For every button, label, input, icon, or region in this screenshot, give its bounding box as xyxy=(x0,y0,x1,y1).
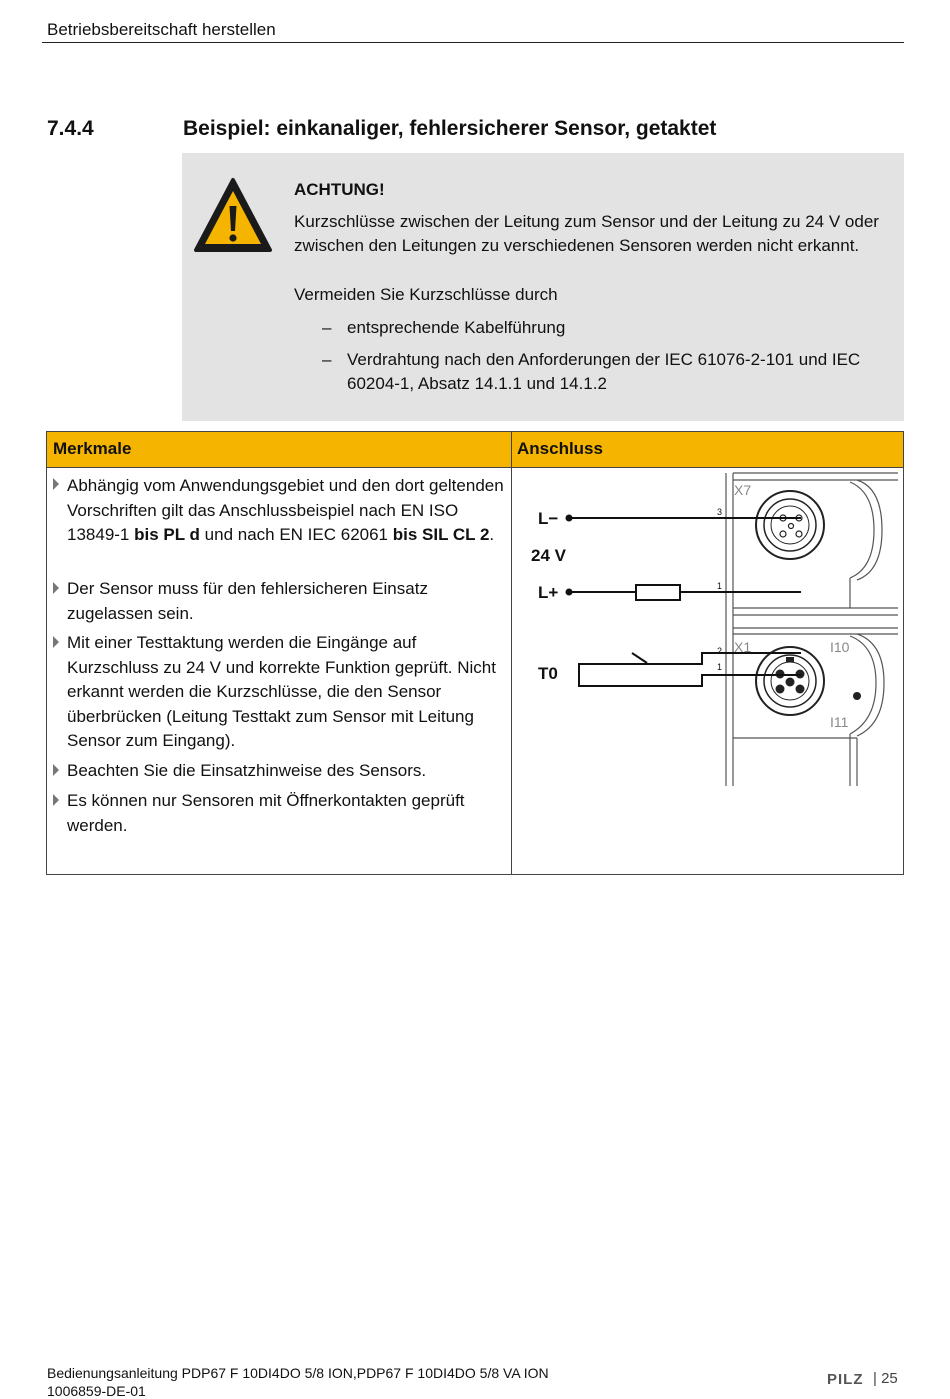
label-l-plus: L+ xyxy=(538,583,559,602)
page-number: | 25 xyxy=(873,1370,898,1387)
warning-triangle-icon xyxy=(193,176,273,256)
connection-diagram xyxy=(512,468,902,798)
connector-label-x7: X7 xyxy=(734,482,752,498)
input-label-i10: I10 xyxy=(830,639,850,655)
feature-item: Der Sensor muss für den fehlersicheren Einsatz zugelassen sein. xyxy=(67,579,428,623)
table-header-row xyxy=(46,431,904,468)
feature-item: Abhängig vom Anwendungsgebiet und den dort geltenden Vorschriften gilt das Anschlussbeispiel nach EN ISO 13849-1 bis PL d und nach EN IEC 62061 bis SIL CL 2. xyxy=(67,476,504,544)
connector-label-x1: X1 xyxy=(734,639,752,655)
pin-label: 3 xyxy=(717,507,723,517)
list-arrow-icon xyxy=(53,764,59,776)
dash-marker: – xyxy=(322,350,332,369)
brand-logo: PILZ xyxy=(827,1371,864,1388)
list-arrow-icon xyxy=(53,478,59,490)
pin-label: 2 xyxy=(717,646,723,656)
input-label-i11: I11 xyxy=(830,714,849,730)
column-header-merkmale: Merkmale xyxy=(53,439,132,458)
dash-marker: – xyxy=(322,318,332,337)
warning-text: Kurzschlüsse zwischen der Leitung zum Sensor und der Leitung zu 24 V oder zwischen den Leitungen zu verschiedenen Sensoren werden nicht erkannt. xyxy=(294,212,879,255)
warning-bullet: Verdrahtung nach den Anforderungen der IEC 61076-2-101 und IEC 60204-1, Absatz 14.1.1 und 14.1.2 xyxy=(347,350,861,393)
feature-item: Beachten Sie die Einsatzhinweise des Sensors. xyxy=(67,761,427,780)
section-number: 7.4.4 xyxy=(47,117,94,140)
label-l-minus: L− xyxy=(538,509,559,528)
column-header-anschluss: Anschluss xyxy=(517,439,603,458)
section-title: Beispiel: einkanaliger, fehlersicherer Sensor, getaktet xyxy=(183,117,717,140)
warning-bullet: entsprechende Kabelführung xyxy=(347,318,566,337)
warning-instruction: Vermeiden Sie Kurzschlüsse durch xyxy=(294,285,558,304)
header-rule xyxy=(42,42,904,43)
list-arrow-icon xyxy=(53,794,59,806)
running-header: Betriebsbereitschaft herstellen xyxy=(47,20,276,39)
label-t0: T0 xyxy=(538,664,558,683)
list-arrow-icon xyxy=(53,582,59,594)
footer-document-code: 1006859-DE-01 xyxy=(47,1383,146,1399)
feature-item: Es können nur Sensoren mit Öffnerkontakten geprüft werden. xyxy=(67,791,465,835)
pin-label: 1 xyxy=(717,581,723,591)
warning-heading: ACHTUNG! xyxy=(294,180,385,199)
list-arrow-icon xyxy=(53,636,59,648)
footer-document-title: Bedienungsanleitung PDP67 F 10DI4DO 5/8 ION,PDP67 F 10DI4DO 5/8 VA ION xyxy=(47,1365,549,1381)
feature-item: Mit einer Testtaktung werden die Eingänge auf Kurzschluss zu 24 V und korrekte Funktion geprüft. Nicht erkannt werden die Kurzschlüsse, die den Sensor überbrücken (Leitung Testtakt zum Sensor mit Leitung Sensor zum Eingang). xyxy=(67,633,496,750)
label-24v: 24 V xyxy=(531,546,566,565)
pin-label: 1 xyxy=(717,662,723,672)
